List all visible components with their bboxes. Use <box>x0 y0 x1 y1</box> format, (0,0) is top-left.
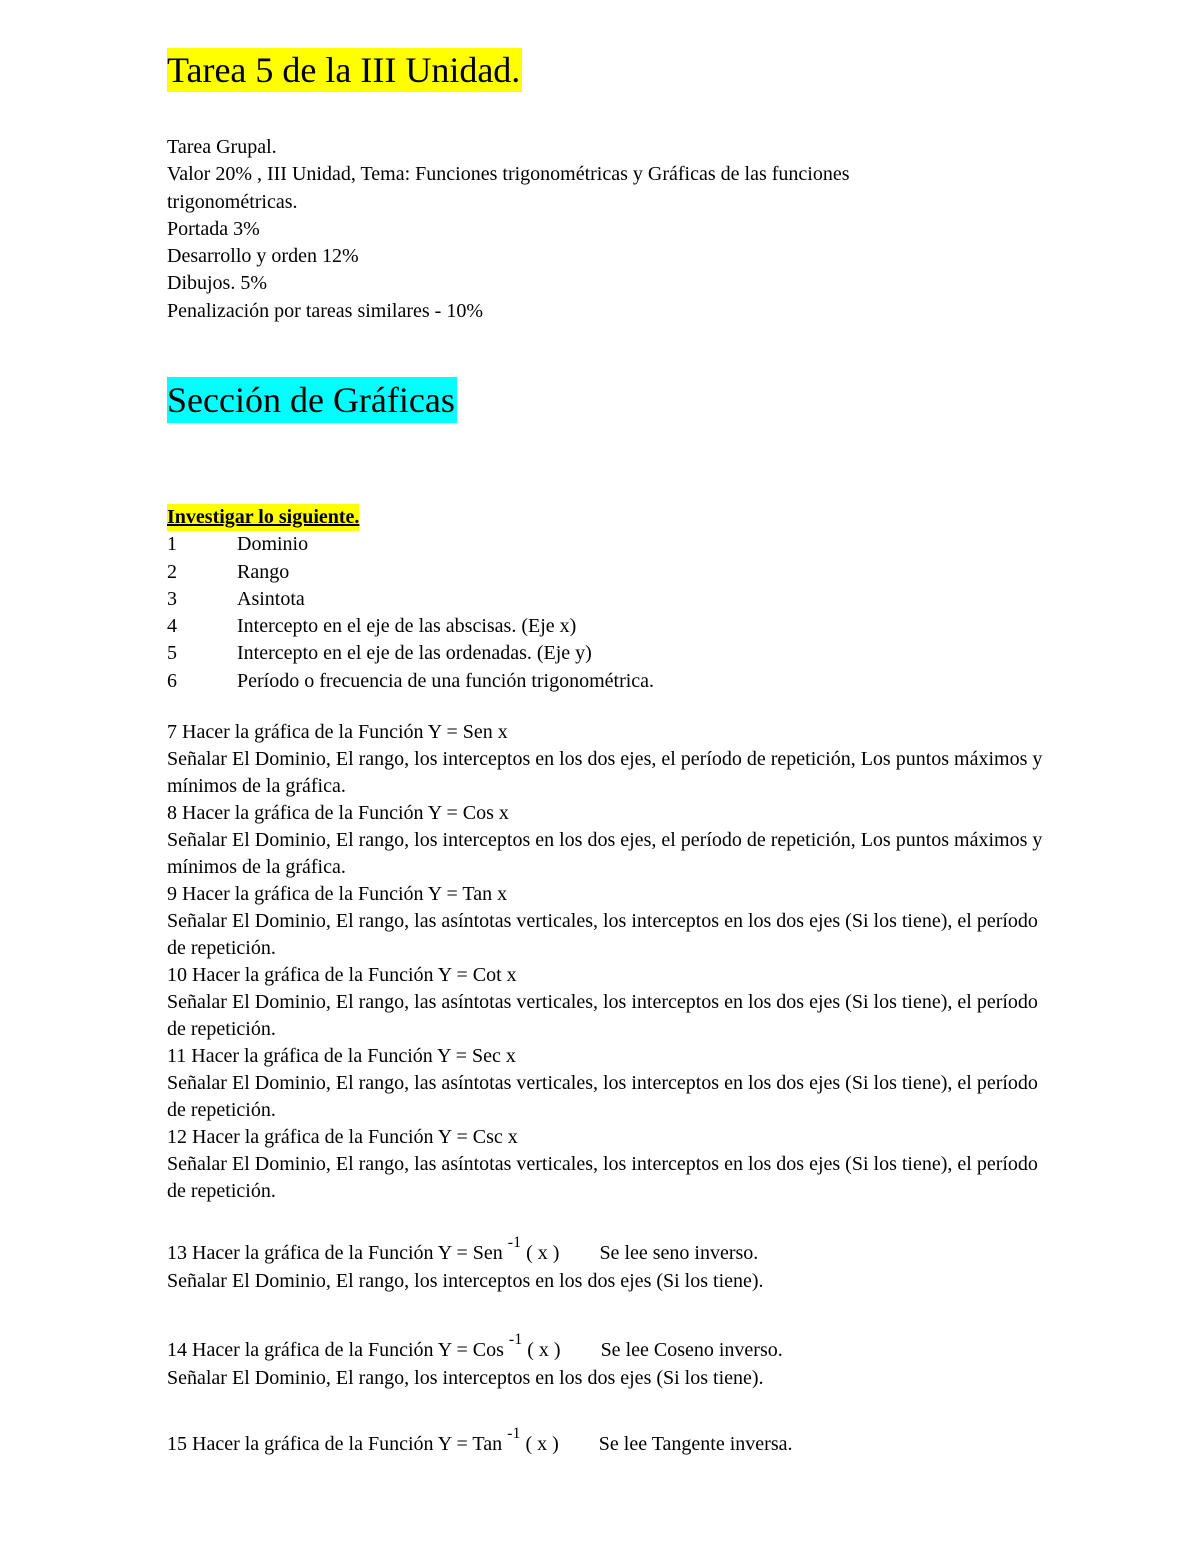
task-heading: 15 Hacer la gráfica de la Función Y = Tan <box>167 1433 508 1455</box>
list-item <box>167 668 654 695</box>
task-note: Se lee seno inverso. <box>599 1242 759 1264</box>
intro-line: Valor 20% , III Unidad, Tema: Funciones trigonométricas y Gráficas de las funciones <box>167 163 850 186</box>
task-heading: 11 Hacer la gráfica de la Función Y = Sec x <box>167 1045 516 1067</box>
inverse-superscript: -1 <box>508 1331 523 1349</box>
task-note: Se lee Coseno inverso. <box>600 1339 783 1361</box>
list-item <box>167 613 654 640</box>
item-text: Intercepto en el eje de las ordenadas. (Eje y) <box>237 642 592 665</box>
task-body: Señalar El Dominio, El rango, los interceptos en los dos ejes (Si los tiene). <box>167 1367 764 1389</box>
intro-line: Portada 3% <box>167 217 260 240</box>
task-heading: 8 Hacer la gráfica de la Función Y = Cos x <box>167 802 509 824</box>
task-body: Señalar El Dominio, El rango, las asíntotas verticales, los interceptos en los dos ejes (Si los tiene), el período de repetición. <box>167 1153 1038 1202</box>
intro-block <box>167 134 849 325</box>
inverse-task <box>167 1331 783 1392</box>
item-text: Dominio <box>237 533 309 556</box>
task-body: Señalar El Dominio, El rango, las asíntotas verticales, los interceptos en los dos ejes (Si los tiene), el período de repetición. <box>167 1072 1038 1121</box>
task-body: Señalar El Dominio, El rango, los interceptos en los dos ejes, el período de repetición, Los puntos máximos y mínimos de la gráfica. <box>167 829 1043 878</box>
inverse-task <box>167 1425 793 1458</box>
list-item <box>167 586 654 613</box>
intro-line: Desarrollo y orden 12% <box>167 245 359 268</box>
investigar-heading: Investigar lo siguiente. <box>167 504 359 531</box>
intro-line: trigonométricas. <box>167 190 298 213</box>
task-heading: 7 Hacer la gráfica de la Función Y = Sen x <box>167 721 508 743</box>
intro-line: Tarea Grupal. <box>167 136 277 158</box>
item-text: Período o frecuencia de una función trigonométrica. <box>237 669 655 692</box>
list-item <box>167 559 654 586</box>
task-body: Señalar El Dominio, El rango, los interceptos en los dos ejes, el período de repetición, Los puntos máximos y mínimos de la gráfica. <box>167 748 1043 797</box>
task-body: Señalar El Dominio, El rango, las asíntotas verticales, los interceptos en los dos ejes (Si los tiene), el período de repetición. <box>167 910 1038 959</box>
task-heading: 14 Hacer la gráfica de la Función Y = Cos <box>167 1339 509 1361</box>
task-heading: 10 Hacer la gráfica de la Función Y = Cot x <box>167 964 517 986</box>
item-number: 1 <box>167 533 177 556</box>
intro-line: Penalización por tareas similares - 10% <box>167 299 483 322</box>
inverse-superscript: -1 <box>507 1425 521 1443</box>
list-item <box>167 640 654 667</box>
page-title: Tarea 5 de la III Unidad. <box>167 50 521 90</box>
list-item <box>167 531 654 558</box>
task-argument: ( x ) <box>521 1242 560 1264</box>
item-number: 4 <box>167 615 177 638</box>
task-heading: 9 Hacer la gráfica de la Función Y = Tan x <box>167 883 508 905</box>
task-note: Se lee Tangente inversa. <box>598 1433 793 1455</box>
inverse-task <box>167 1234 764 1295</box>
task-heading: 13 Hacer la gráfica de la Función Y = Sen <box>167 1242 508 1264</box>
item-number: 6 <box>167 669 177 692</box>
item-number: 2 <box>167 560 177 583</box>
investigar-block <box>167 504 654 695</box>
item-number: 3 <box>167 587 177 610</box>
item-text: Intercepto en el eje de las abscisas. (Eje x) <box>237 615 577 638</box>
intro-line: Dibujos. 5% <box>167 272 267 295</box>
task-body: Señalar El Dominio, El rango, los interceptos en los dos ejes (Si los tiene). <box>167 1270 764 1292</box>
section-title: Sección de Gráficas <box>167 377 457 423</box>
item-text: Asintota <box>237 587 305 610</box>
task-heading: 12 Hacer la gráfica de la Función Y = Csc x <box>167 1126 518 1148</box>
task-argument: ( x ) <box>520 1433 559 1455</box>
task-body: Señalar El Dominio, El rango, las asíntotas verticales, los interceptos en los dos ejes (Si los tiene), el período de repetición. <box>167 991 1038 1040</box>
item-text: Rango <box>237 560 290 583</box>
item-number: 5 <box>167 642 177 665</box>
task-argument: ( x ) <box>522 1339 561 1361</box>
tasks-block <box>167 719 1047 1205</box>
inverse-superscript: -1 <box>507 1234 522 1252</box>
